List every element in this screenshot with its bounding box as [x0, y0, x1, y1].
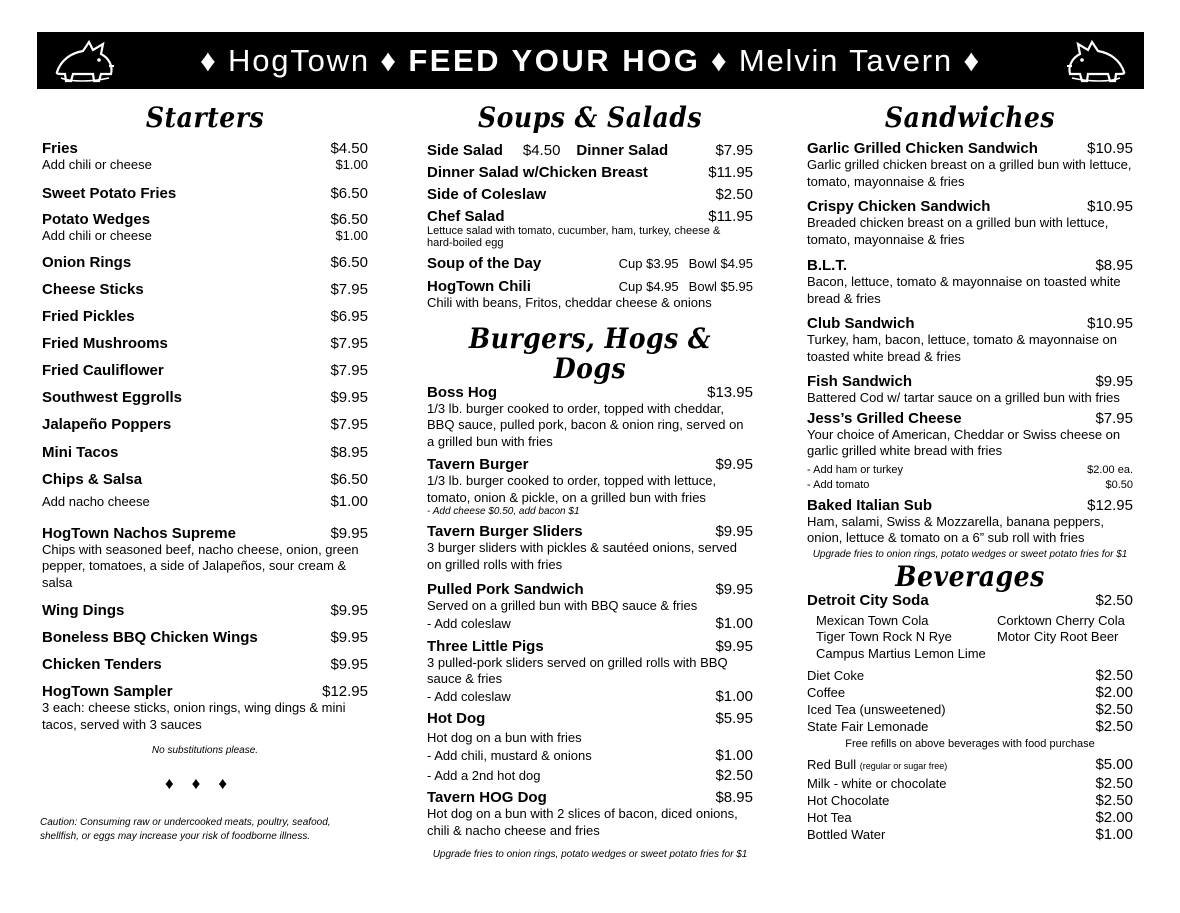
- item-price: $13.95: [707, 383, 753, 401]
- item-description: Ham, salami, Swiss & Mozzarella, banana peppers, onion, lettuce & tomato on a 6” sub roll with fries: [807, 513, 1104, 545]
- item-name: Onion Rings: [42, 254, 132, 271]
- item-price: $11.95: [708, 164, 753, 181]
- upgrade-note: Upgrade fries to onion rings, potato wedges or sweet potato fries for $1: [432, 849, 748, 860]
- item-price: $9.95: [330, 629, 368, 646]
- soda-flavor: Corktown Cherry Cola: [997, 612, 1125, 628]
- item-price: $9.95: [1095, 373, 1133, 390]
- item-name: Soup of the Day: [427, 255, 542, 272]
- menu-item: [42, 389, 368, 406]
- item-addon-price: $1.00: [715, 747, 753, 764]
- item-description: 3 burger sliders with pickles & sautéed onions, served on grilled rolls with fries: [427, 540, 737, 572]
- item-description: Turkey, ham, bacon, lettuce, tomato & mayonnaise on toasted white bread & fries: [807, 332, 1117, 364]
- item-price: $11.95: [708, 208, 753, 225]
- drink-price: $1.00: [1095, 826, 1133, 843]
- banner-left-text: ♦ HogTown ♦: [200, 42, 398, 78]
- item-price: $8.95: [715, 789, 753, 806]
- item-price: $12.95: [1087, 496, 1133, 514]
- item-description: 3 pulled-pork sliders served on grilled rolls with BBQ sauce & fries: [427, 654, 728, 686]
- item-addon-price: $1.00: [715, 614, 753, 632]
- menu-item: [42, 281, 368, 298]
- item-price: $10.95: [1087, 198, 1133, 215]
- item-addon: Add chili or cheese: [42, 157, 152, 172]
- drink-price: $2.50: [1095, 718, 1133, 735]
- drink-row: [807, 701, 1133, 718]
- soda-flavor: Tiger Town Rock N Rye: [816, 629, 952, 644]
- menu-item: [807, 373, 1133, 407]
- drink-row: [807, 756, 1133, 775]
- item-addon: - Add a 2nd hot dog: [427, 768, 541, 783]
- item-name: Potato Wedges: [42, 210, 151, 228]
- item-description: Garlic grilled chicken breast on a grilled bun with lettuce, tomato, mayonnaise & fries: [807, 157, 1132, 189]
- sandwiches-beverages-section: [807, 100, 1133, 843]
- item-name: Tavern Burger Sliders: [427, 523, 583, 540]
- menu-item: [427, 710, 753, 785]
- item-name: HogTown Nachos Supreme: [42, 524, 236, 542]
- item-price: $5.95: [715, 709, 753, 727]
- item-addon-price: $1.00: [330, 493, 368, 510]
- menu-item: [42, 656, 368, 673]
- drink-name: Red Bull: [807, 757, 857, 772]
- drink-name: State Fair Lemonade: [807, 719, 929, 734]
- menu-item: [807, 257, 1133, 307]
- item-addon: - Add coleslaw: [427, 615, 511, 631]
- item-name: HogTown Chili: [427, 277, 531, 295]
- item-description: 1/3 lb. burger cooked to order, topped with lettuce, tomato, onion & pickle, on a grilled bun with fries: [427, 473, 717, 505]
- starters-section: [42, 100, 368, 844]
- starters-heading: Starters: [145, 101, 265, 134]
- item-name: Hot Dog: [427, 709, 486, 727]
- item-name: Dinner Salad w/Chicken Breast: [427, 164, 648, 181]
- item-name: Chicken Tenders: [42, 656, 162, 673]
- item-price: $7.95: [330, 416, 368, 433]
- menu-item: [807, 497, 1133, 547]
- item-addon: Add nacho cheese: [42, 494, 150, 509]
- drink-row: [807, 826, 1133, 843]
- hog-logo-icon: [1062, 36, 1130, 86]
- menu-item: [427, 384, 753, 451]
- item-price: $2.50: [1095, 591, 1133, 609]
- soups-heading: Soups & Salads: [478, 101, 702, 134]
- item-description: Your choice of American, Cheddar or Swiss cheese on garlic grilled white bread with fries: [807, 426, 1121, 458]
- item-name: Cheese Sticks: [42, 281, 144, 298]
- item-price: $9.95: [715, 581, 753, 598]
- item-name: Fish Sandwich: [807, 373, 913, 390]
- header-banner: [37, 32, 1144, 89]
- item-addon: - Add coleslaw: [427, 688, 511, 704]
- menu-item: [807, 410, 1133, 493]
- menu-item: [42, 185, 368, 202]
- item-price: $6.50: [330, 210, 368, 228]
- item-price: $10.95: [1087, 140, 1133, 157]
- sandwiches-heading: Sandwiches: [884, 101, 1056, 134]
- menu-item: [42, 629, 368, 646]
- menu-item: [427, 456, 753, 517]
- item-price: $10.95: [1087, 315, 1133, 332]
- burgers-heading: Burgers, Hogs & Dogs: [468, 321, 712, 385]
- hog-logo-icon: [51, 36, 119, 86]
- menu-item: [427, 523, 753, 573]
- item-name: HogTown Sampler: [42, 683, 173, 700]
- item-description: Breaded chicken breast on a grilled bun with lettuce, tomato, mayonnaise & fries: [807, 215, 1109, 247]
- item-name: Dinner Salad: [576, 142, 669, 159]
- menu-item: [807, 315, 1133, 365]
- item-name: Boss Hog: [427, 383, 498, 401]
- item-name: Fried Mushrooms: [42, 335, 168, 352]
- item-name: Sweet Potato Fries: [42, 184, 177, 202]
- item-addon-price: $1.00: [715, 687, 753, 705]
- item-name: Baked Italian Sub: [807, 496, 933, 514]
- menu-item: [42, 525, 368, 592]
- drink-name: Milk - white or chocolate: [807, 776, 947, 791]
- item-name: Tavern HOG Dog: [427, 789, 547, 806]
- item-name: Side Salad: [427, 142, 503, 159]
- menu-item: [427, 638, 753, 705]
- item-addon: Add chili or cheese: [42, 227, 152, 243]
- drink-name: Iced Tea (unsweetened): [807, 702, 946, 717]
- item-price: $9.95: [330, 602, 368, 619]
- item-price: $9.95: [715, 456, 753, 473]
- menu-item: [42, 683, 368, 733]
- item-addon: - Add ham or turkey: [807, 463, 903, 476]
- item-description: Hot dog on a bun with 2 slices of bacon, diced onions, chili & nacho cheese and fries: [427, 806, 738, 838]
- banner-right-text: ♦ Melvin Tavern ♦: [710, 42, 981, 78]
- item-description: Hot dog on a bun with fries: [427, 729, 582, 745]
- item-price: $7.95: [330, 362, 368, 379]
- menu-item: [807, 140, 1133, 190]
- drink-note: (regular or sugar free): [859, 761, 948, 771]
- item-description: 1/3 lb. burger cooked to order, topped with cheddar, BBQ sauce, pulled pork, bacon & onion ring, served on a grilled bun with fries: [427, 400, 744, 449]
- item-name: Tavern Burger: [427, 456, 529, 473]
- item-name: Detroit City Soda: [807, 591, 929, 609]
- drink-name: Diet Coke: [807, 668, 865, 683]
- item-description: 3 each: cheese sticks, onion rings, wing dings & mini tacos, served with 3 sauces: [42, 700, 346, 732]
- menu-item: [42, 254, 368, 271]
- item-price: $7.95: [330, 335, 368, 352]
- item-addon-price: $2.00 ea.: [1087, 463, 1133, 476]
- item-description: Served on a grilled bun with BBQ sauce & fries: [427, 598, 698, 613]
- drink-price: $2.00: [1095, 684, 1133, 701]
- item-name: Club Sandwich: [807, 315, 915, 332]
- diamond-divider: ♦♦♦: [164, 774, 246, 793]
- item-name: B.L.T.: [807, 257, 847, 274]
- item-addon: - Add chili, mustard & onions: [427, 748, 592, 763]
- item-price: $9.95: [330, 524, 368, 542]
- menu-item: [42, 211, 368, 245]
- menu-item: [427, 142, 753, 159]
- item-price: $7.95: [330, 281, 368, 298]
- item-name: Boneless BBQ Chicken Wings: [42, 629, 258, 646]
- drink-list: [807, 667, 1133, 735]
- drink-row: [807, 809, 1133, 826]
- menu-item: [427, 164, 753, 181]
- item-name: Garlic Grilled Chicken Sandwich: [807, 140, 1038, 157]
- cup-price: Cup $3.95: [618, 256, 679, 271]
- soda-flavor: Motor City Root Beer: [997, 629, 1119, 644]
- menu-item: [42, 602, 368, 619]
- drink-list: [807, 756, 1133, 843]
- item-price: $9.95: [330, 389, 368, 406]
- item-price: $8.95: [1095, 257, 1133, 274]
- item-name: Jess’s Grilled Cheese: [807, 409, 962, 427]
- item-price: $12.95: [322, 683, 368, 700]
- item-name: Chef Salad: [427, 208, 505, 225]
- drink-row: [807, 718, 1133, 735]
- drink-price: $2.00: [1095, 809, 1133, 826]
- drink-name: Coffee: [807, 685, 846, 700]
- drink-row: [807, 775, 1133, 792]
- item-name: Crispy Chicken Sandwich: [807, 198, 991, 215]
- menu-item: [427, 208, 753, 249]
- drink-name: Hot Tea: [807, 810, 852, 825]
- menu-item: [427, 255, 753, 273]
- item-price: $4.50: [522, 142, 561, 159]
- item-price: $8.95: [330, 444, 368, 461]
- beverages-heading: Beverages: [895, 559, 1045, 593]
- item-price: $6.50: [330, 184, 368, 202]
- item-price: $6.95: [330, 308, 368, 325]
- soups-burgers-section: [427, 100, 753, 860]
- item-name: Fried Pickles: [42, 308, 135, 325]
- menu-item: [42, 308, 368, 325]
- caution-note: Caution: Consuming raw or undercooked meats, poultry, seafood, shellfish, or eggs may increase your risk of foodborne illness.: [40, 817, 331, 842]
- menu-item: [42, 471, 368, 511]
- soda-flavor: Campus Martius Lemon Lime: [816, 645, 986, 661]
- item-description: Lettuce salad with tomato, cucumber, ham, turkey, cheese & hard-boiled egg: [427, 225, 721, 249]
- soda-flavors: [807, 613, 1133, 663]
- menu-item: [427, 186, 753, 203]
- item-price: $6.50: [330, 471, 368, 488]
- banner-title: [200, 43, 981, 79]
- item-description: Chili with beans, Fritos, cheddar cheese & onions: [427, 295, 712, 310]
- cup-price: Cup $4.95: [618, 278, 679, 294]
- menu-item: [42, 362, 368, 379]
- item-addon-price: $2.50: [715, 767, 753, 784]
- item-price: $7.95: [1095, 409, 1133, 427]
- bowl-price: Bowl $5.95: [688, 278, 753, 294]
- item-name: Jalapeño Poppers: [42, 416, 172, 433]
- item-description: Bacon, lettuce, tomato & mayonnaise on toasted white bread & fries: [807, 274, 1121, 306]
- drink-name: Bottled Water: [807, 827, 886, 842]
- item-name: Fried Cauliflower: [42, 362, 164, 379]
- soda-flavor: Mexican Town Cola: [816, 612, 929, 628]
- drink-price: $2.50: [1095, 667, 1133, 684]
- menu-item: [42, 335, 368, 352]
- drink-price: $2.50: [1095, 701, 1133, 718]
- item-price: $6.50: [330, 254, 368, 271]
- upgrade-note: Upgrade fries to onion rings, potato wedges or sweet potato fries for $1: [812, 548, 1128, 560]
- item-price: $9.95: [330, 656, 368, 673]
- no-substitutions-note: No substitutions please.: [151, 745, 259, 756]
- banner-center-text: FEED YOUR HOG: [408, 42, 701, 78]
- item-description: Chips with seasoned beef, nacho cheese, onion, green pepper, tomatoes, a side of Jalapeños, sour cream & salsa: [42, 541, 359, 590]
- item-name: Mini Tacos: [42, 444, 119, 461]
- menu-item: [427, 581, 753, 632]
- drink-price: $2.50: [1095, 792, 1133, 809]
- menu-item: [42, 416, 368, 433]
- item-name: Chips & Salsa: [42, 471, 143, 488]
- item-price: $2.50: [715, 186, 753, 203]
- bowl-price: Bowl $4.95: [688, 256, 753, 271]
- menu-item: [42, 140, 368, 174]
- drink-name: Hot Chocolate: [807, 793, 890, 808]
- item-addon: - Add cheese $0.50, add bacon $1: [427, 506, 580, 517]
- item-price: $9.95: [715, 523, 753, 540]
- menu-item: [427, 278, 753, 312]
- item-addon-price: $1.00: [335, 227, 368, 243]
- drink-price: $2.50: [1095, 775, 1133, 792]
- item-addon-price: $0.50: [1105, 478, 1133, 491]
- item-name: Pulled Pork Sandwich: [427, 581, 584, 598]
- item-price: $9.95: [715, 637, 753, 655]
- menu-item: [807, 198, 1133, 248]
- item-name: Fries: [42, 140, 78, 157]
- drink-row: [807, 684, 1133, 701]
- menu-item: [427, 789, 753, 839]
- drink-row: [807, 792, 1133, 809]
- item-price: $7.95: [715, 142, 753, 159]
- item-name: Side of Coleslaw: [427, 186, 547, 203]
- item-name: Three Little Pigs: [427, 637, 544, 655]
- item-addon-price: $1.00: [335, 157, 368, 172]
- menu-item: [42, 444, 368, 461]
- menu-item: [807, 592, 1133, 663]
- refill-note: Free refills on above beverages with food purchase: [845, 738, 1095, 750]
- item-addon: - Add tomato: [807, 478, 870, 491]
- item-name: Southwest Eggrolls: [42, 389, 183, 406]
- item-description: Battered Cod w/ tartar sauce on a grilled bun with fries: [807, 390, 1120, 405]
- item-price: $4.50: [330, 140, 368, 157]
- item-name: Wing Dings: [42, 602, 125, 619]
- drink-price: $5.00: [1095, 756, 1133, 773]
- drink-row: [807, 667, 1133, 684]
